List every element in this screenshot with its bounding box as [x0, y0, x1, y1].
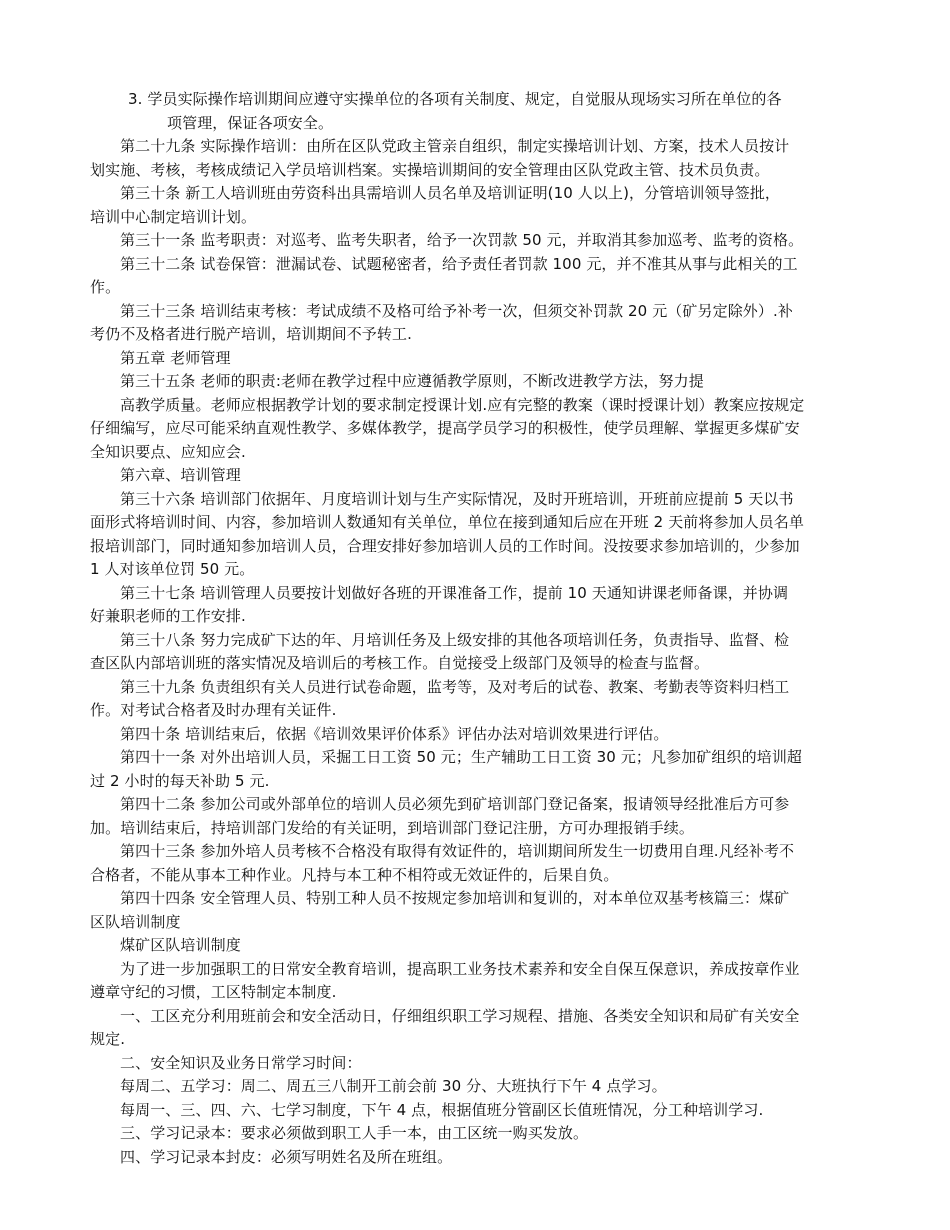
- text-line: 作。: [90, 278, 121, 296]
- text-line: 合格者，不能从事本工种作业。凡持与本工种不相符或无效证件的，后果自负。: [90, 865, 619, 884]
- text-line: 第四十二条 参加公司或外部单位的培训人员必须先到矿培训部门登记备案，报请领导经批准后方可参: [120, 795, 790, 813]
- text-line: 每周二、五学习：周二、周五三八制开工前会前 30 分、大班执行下午 4 点学习。: [120, 1077, 667, 1095]
- text-line: 遵章守纪的习惯，工区特制定本制度.: [90, 983, 337, 1001]
- text-line: 培训中心制定培训计划。: [90, 207, 257, 226]
- text-line: 第三十条 新工人培训班由劳资科出具需培训人员名单及培训证明(10 人以上)，分管培训领导签批，: [120, 184, 781, 202]
- text-line: 煤矿区队培训制度: [120, 936, 241, 954]
- text-line: 第四十一条 对外出培训人员，采掘工日工资 50 元；生产辅助工日工资 30 元；凡参加矿组织的培训超: [120, 748, 803, 766]
- text-line: 第三十六条 培训部门依据年、月度培训计划与生产实际情况，及时开班培训，开班前应提前 5 天以书: [120, 489, 794, 508]
- text-line: 第三十七条 培训管理人员要按计划做好各班的开课准备工作，提前 10 天通知讲课老师备课，并协调: [120, 583, 789, 602]
- text-line: 第三十五条 老师的职责:老师在教学过程中应遵循教学原则，不断改进教学方法，努力提: [120, 372, 704, 390]
- text-line: 划实施、考核，考核成绩记入学员培训档案。实操培训期间的安全管理由区队党政主管、技术员负责。: [90, 160, 770, 179]
- text-line: 高教学质量。老师应根据教学计划的要求制定授课计划.应有完整的教案（课时授课计划）教案应按规定: [120, 395, 805, 414]
- text-line: 第三十一条 监考职责：对巡考、监考失职者，给予一次罚款 50 元，并取消其参加巡考、监考的资格。: [120, 231, 804, 249]
- text-line: 项管理，保证各项安全。: [167, 113, 334, 132]
- text-line: 全知识要点、应知应会.: [90, 442, 246, 461]
- text-line: 区队培训制度: [90, 912, 181, 931]
- text-line: 第四十三条 参加外培人员考核不合格没有取得有效证件的，培训期间所发生一切费用自理.凡经补考不: [120, 842, 795, 860]
- text-line: 好兼职老师的工作安排.: [90, 607, 246, 625]
- text-line: 考仍不及格者进行脱产培训，培训期间不予转工.: [90, 325, 412, 343]
- text-line: 四、学习记录本封皮：必须写明姓名及所在班组。: [120, 1147, 453, 1166]
- text-line: 作。对考试合格者及时办理有关证件.: [90, 701, 337, 719]
- text-line: 二、安全知识及业务日常学习时间：: [120, 1053, 362, 1072]
- text-line: 一、工区充分利用班前会和安全活动日，仔细组织职工学习规程、措施、各类安全知识和局矿有关安全: [120, 1006, 800, 1025]
- text-line: 查区队内部培训班的落实情况及培训后的考核工作。自觉接受上级部门及领导的检查与监督。: [90, 654, 710, 672]
- text-line: 第二十九条 实际操作培训：由所在区队党政主管亲自组织，制定实操培训计划、方案，技术人员按计: [120, 137, 790, 155]
- text-line: 第三十三条 培训结束考核：考试成绩不及格可给予补考一次，但须交补罚款 20 元（矿另定除外）.补: [120, 301, 793, 320]
- text-line: 1 人对该单位罚 50 元。: [90, 560, 255, 578]
- text-line: 报培训部门，同时通知参加培训人员，合理安排好参加培训人员的工作时间。没按要求参加培训的，少参加: [90, 536, 800, 555]
- text-line: 过 2 小时的每天补助 5 元.: [90, 771, 270, 790]
- text-line: 每周一、三、四、六、七学习制度，下午 4 点，根据值班分管副区长值班情况，分工种培训学习.: [120, 1100, 764, 1119]
- text-line: 加。培训结束后，持培训部门发给的有关证明，到培训部门登记注册，方可办理报销手续。: [90, 818, 695, 837]
- text-line: 面形式将培训时间、内容，参加培训人数通知有关单位，单位在接到通知后应在开班 2 天前将参加人员名单: [90, 513, 804, 531]
- text-line: 为了进一步加强职工的日常安全教育培训，提高职工业务技术素养和安全自保互保意识，养成按章作业: [120, 959, 800, 978]
- text-line: 规定.: [90, 1030, 126, 1048]
- text-line: 第四十四条 安全管理人员、特别工种人员不按规定参加培训和复训的，对本单位双基考核篇三：煤矿: [120, 889, 790, 907]
- text-line: 第四十条 培训结束后，依据《培训效果评价体系》评估办法对培训效果进行评估。: [120, 724, 669, 743]
- text-line: 第五章 老师管理: [120, 348, 231, 367]
- text-line: 仔细编写，应尽可能采纳直观性教学、多媒体教学，提高学员学习的积极性，使学员理解、掌握更多煤矿安: [90, 419, 800, 437]
- text-line: 第六章、培训管理: [120, 466, 241, 484]
- text-line: 3. 学员实际操作培训期间应遵守实操单位的各项有关制度、规定，自觉服从现场实习所在单位的各: [128, 90, 782, 108]
- text-line: 第三十九条 负责组织有关人员进行试卷命题，监考等，及对考后的试卷、教案、考勤表等资料归档工: [120, 677, 790, 696]
- text-line: 三、学习记录本：要求必须做到职工人手一本，由工区统一购买发放。: [120, 1124, 589, 1142]
- text-line: 第三十八条 努力完成矿下达的年、月培训任务及上级安排的其他各项培训任务，负责指导、监督、检: [120, 630, 790, 649]
- text-line: 第三十二条 试卷保管：泄漏试卷、试题秘密者，给予责任者罚款 100 元，并不准其从事与此相关的工: [120, 254, 798, 273]
- document-page: [90, 88, 865, 1169]
